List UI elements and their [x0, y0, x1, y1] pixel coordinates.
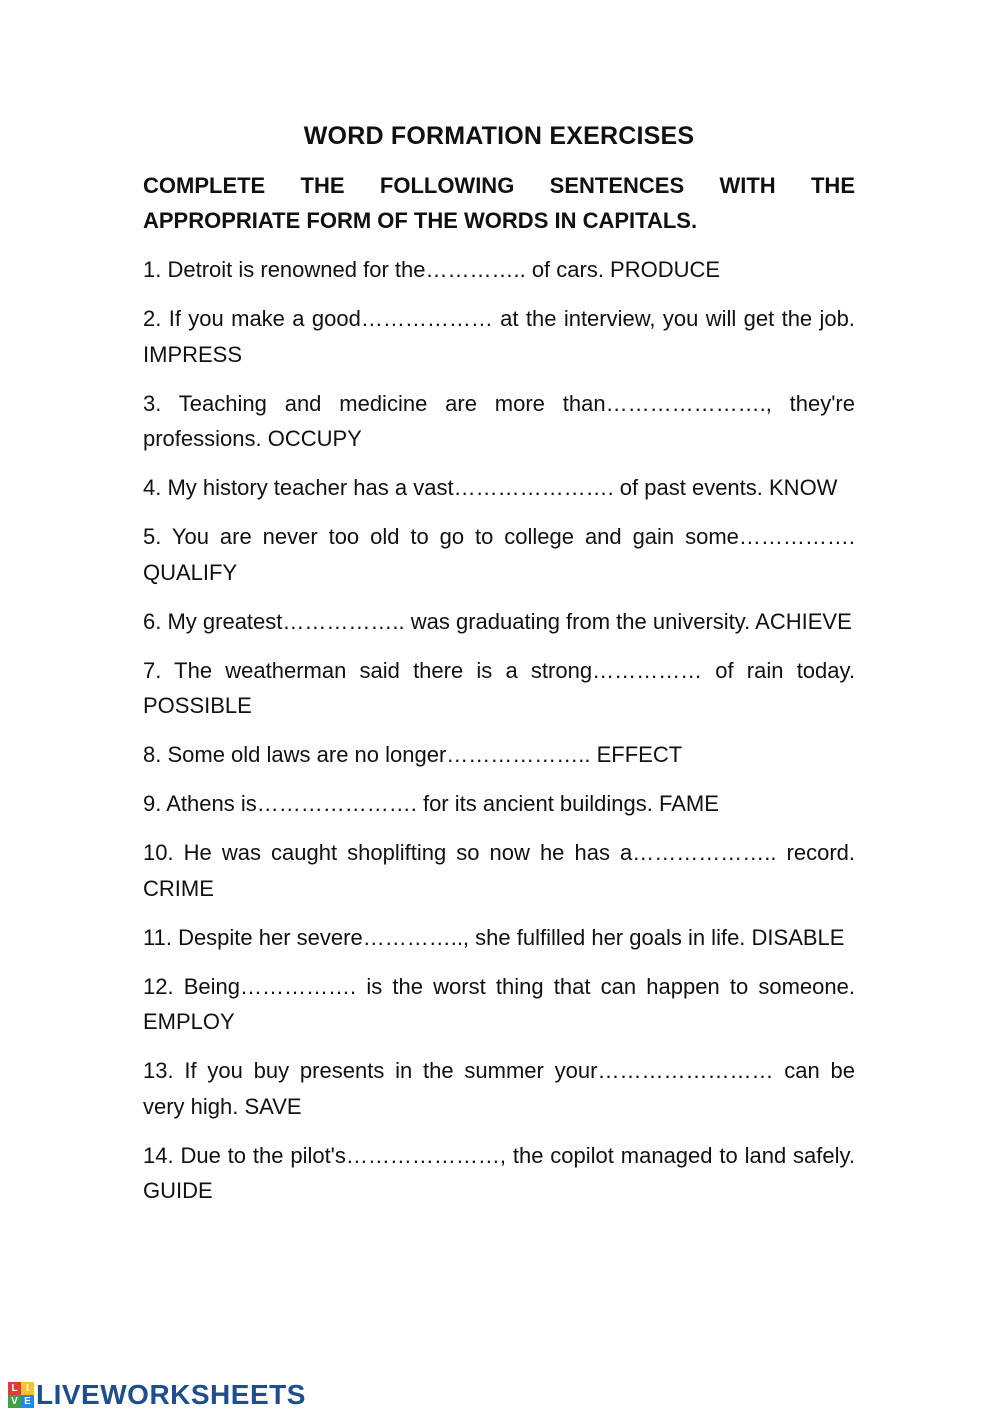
exercise-item: 4. My history teacher has a vast…………………. of past events. KNOW [143, 475, 838, 500]
exercise-item: 5. You are never too old to go to college and gain some……………. QUALIFY [143, 524, 855, 585]
badge-letter: E [21, 1395, 34, 1408]
worksheet-instructions: COMPLETE THE FOLLOWING SENTENCES WITH THE APPROPRIATE FORM OF THE WORDS IN CAPITALS. [143, 173, 855, 233]
exercise-item: 6. My greatest…………….. was graduating from the university. ACHIEVE [143, 608, 852, 634]
exercise-item: 12. Being……………. is the worst thing that can happen to someone. EMPLOY [143, 973, 855, 1034]
badge-letter: V [8, 1395, 21, 1408]
exercise-item: 11. Despite her severe………….., she fulfilled her goals in life. DISABLE [143, 924, 845, 950]
exercise-item: 10. He was caught shoplifting so now he has a……………….. record. CRIME [143, 840, 855, 901]
logo-badge-icon [8, 1382, 34, 1408]
worksheet-page [143, 118, 855, 1222]
exercise-item: 14. Due to the pilot's…………………, the copilot managed to land safely. GUIDE [143, 1142, 855, 1203]
exercise-item: 1. Detroit is renowned for the………….. of cars. PRODUCE [143, 257, 721, 282]
logo-text: LIVEWORKSHEETS [36, 1379, 306, 1410]
exercise-item: 9. Athens is…………………. for its ancient buildings. FAME [143, 791, 719, 816]
badge-letter: I [21, 1382, 34, 1395]
badge-letter: L [8, 1382, 21, 1395]
exercise-item: 7. The weatherman said there is a strong…………… of rain today. POSSIBLE [143, 657, 855, 718]
liveworksheets-logo [8, 1378, 306, 1412]
exercise-list [143, 252, 855, 1209]
exercise-item: 8. Some old laws are no longer……………….. EFFECT [143, 742, 683, 767]
exercise-item: 13. If you buy presents in the summer your…………………… can be very high. SAVE [143, 1058, 855, 1119]
worksheet-title: WORD FORMATION EXERCISES [303, 122, 695, 150]
exercise-item: 2. If you make a good……………… at the interview, you will get the job. IMPRESS [143, 306, 855, 367]
exercise-item: 3. Teaching and medicine are more than…………………., they're professions. OCCUPY [143, 390, 855, 451]
